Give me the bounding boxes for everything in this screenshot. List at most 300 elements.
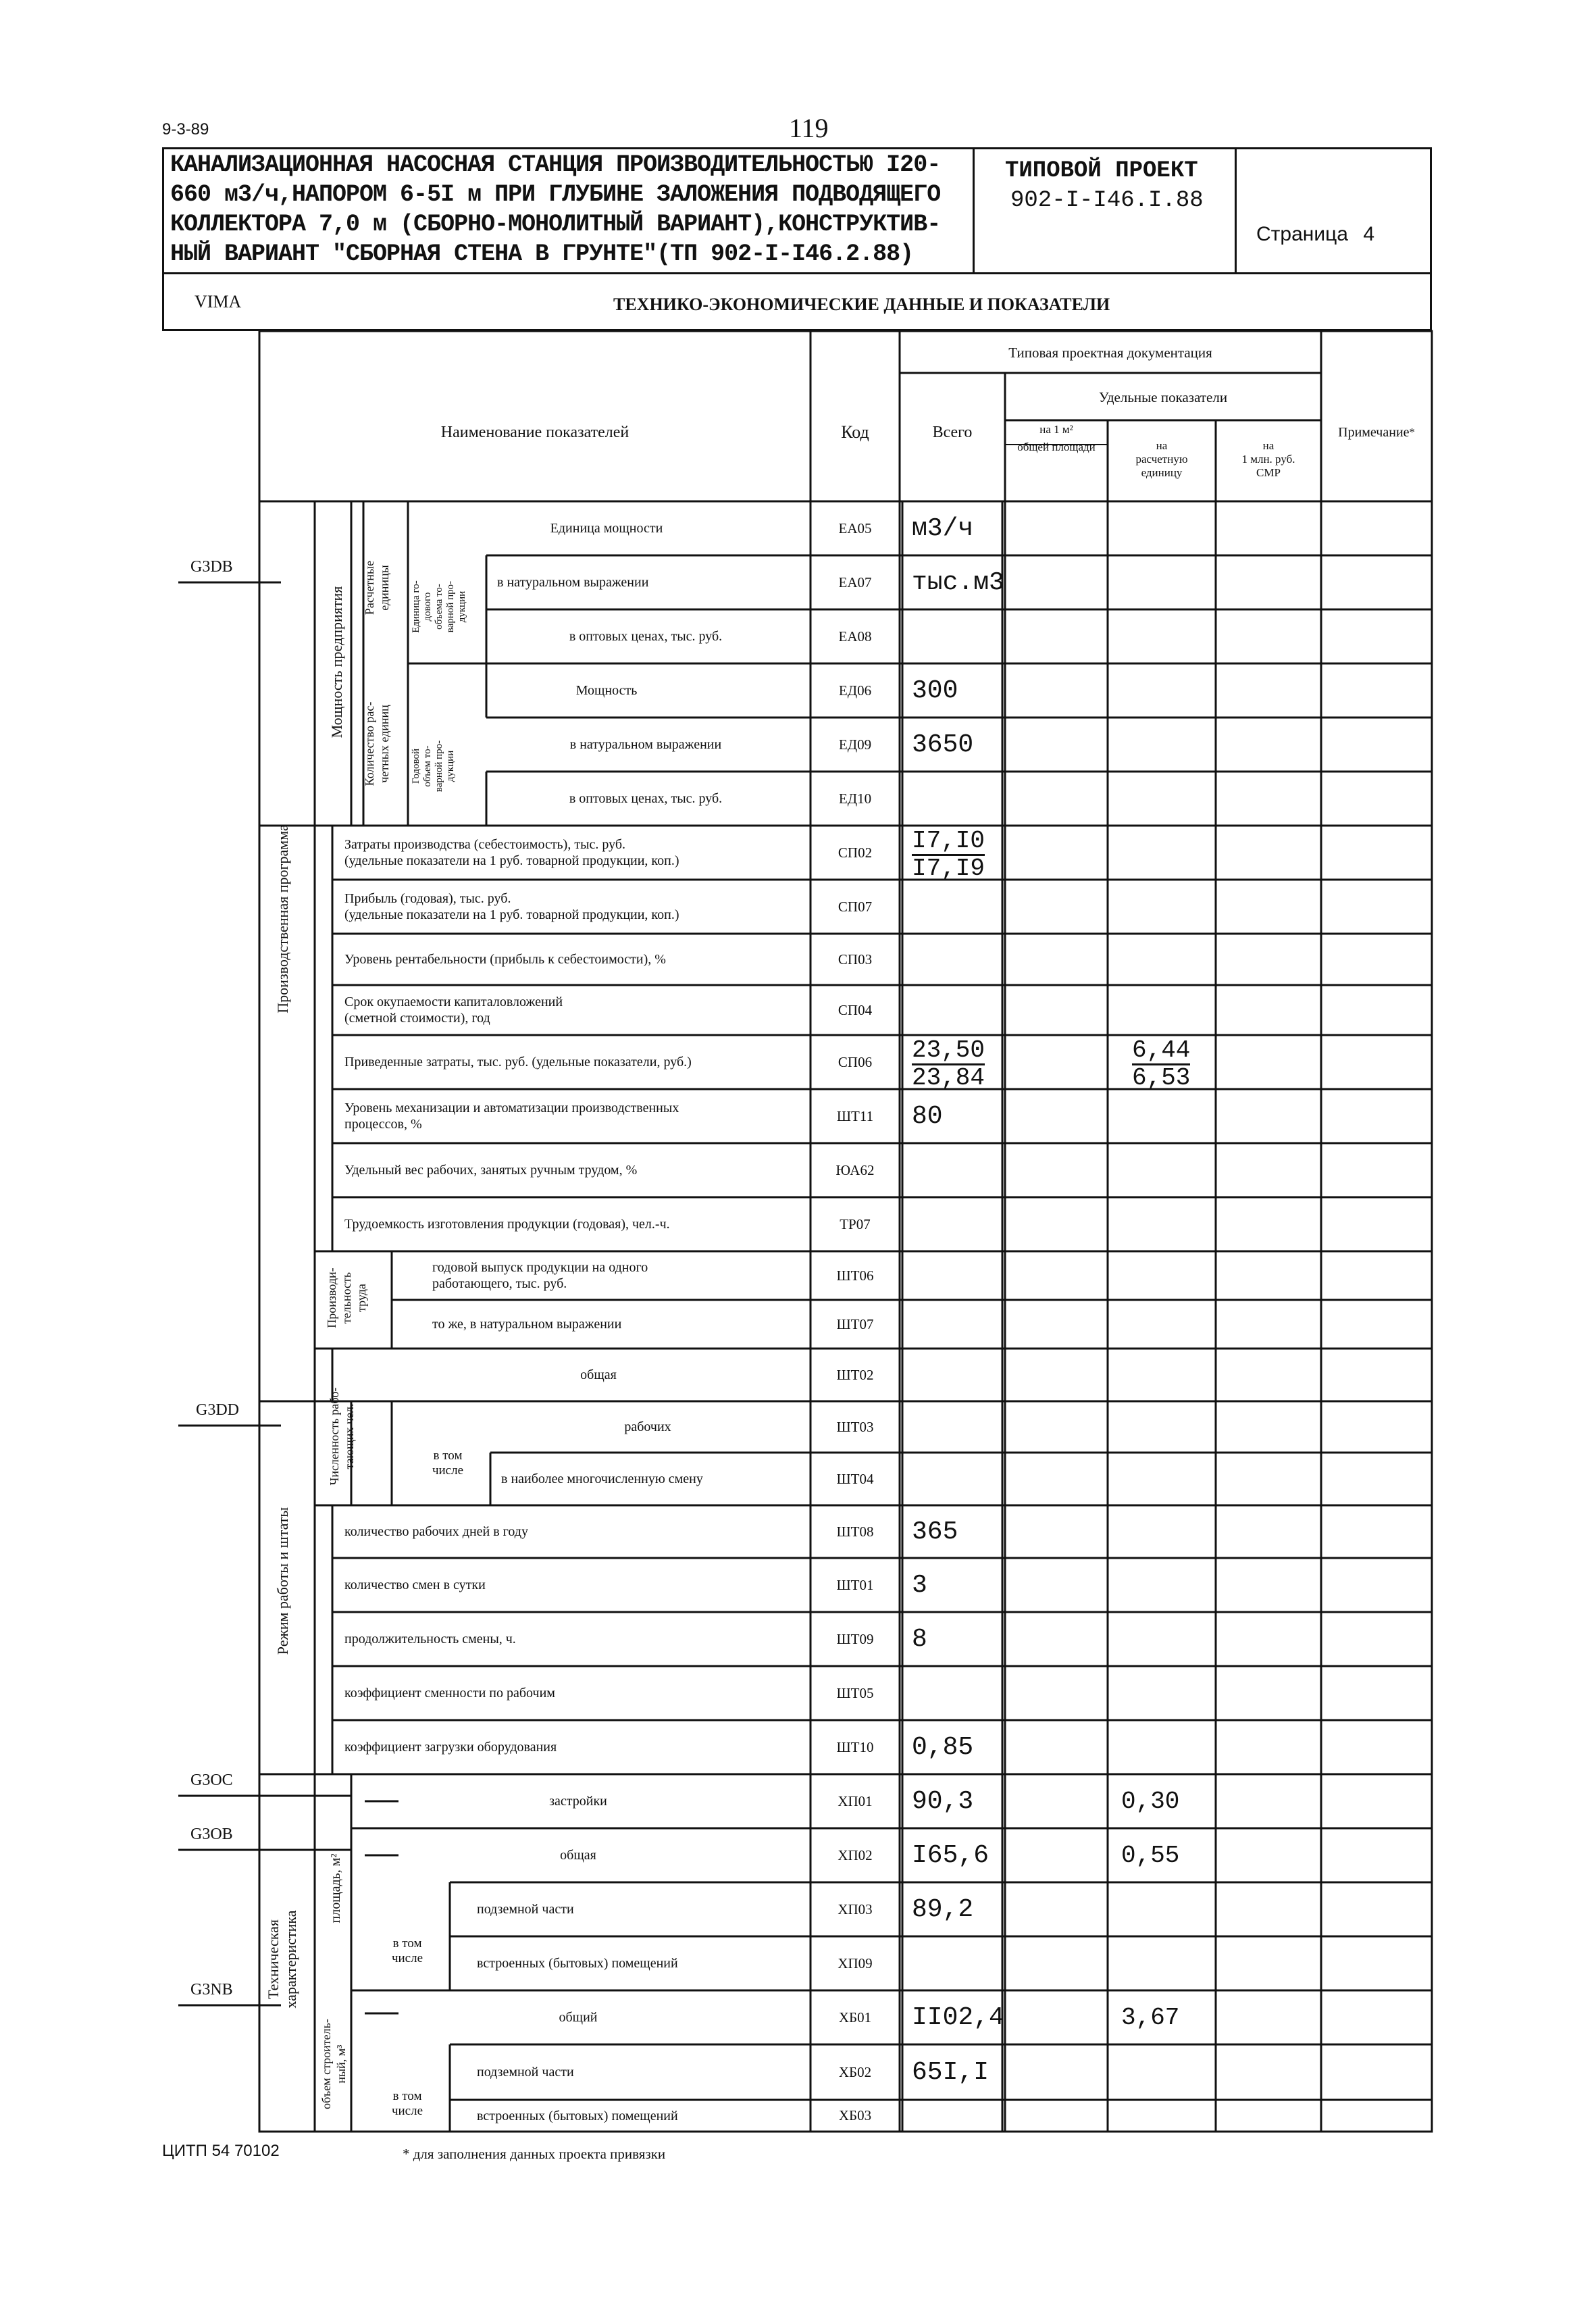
row-name: общая xyxy=(560,1848,596,1863)
row-total: м3/ч xyxy=(912,513,974,543)
row-note xyxy=(1327,1251,1429,1300)
row-per-unit xyxy=(1121,1936,1213,1990)
table-row xyxy=(344,985,805,1035)
row-name: застройки xyxy=(549,1794,607,1809)
row-total xyxy=(912,1401,1001,1453)
row-name: Мощность xyxy=(575,683,638,698)
row-name: встроенных (бытовых) помещений xyxy=(477,1956,678,1971)
page-number: 119 xyxy=(789,113,829,143)
row-per-mln xyxy=(1225,2100,1317,2132)
row-note xyxy=(1327,826,1429,880)
table-row xyxy=(344,826,805,880)
vlabel-wc-1: Численность рабо- xyxy=(328,1387,341,1486)
row-note xyxy=(1327,1401,1429,1453)
row-name: в наиболее многочисленную смену xyxy=(501,1472,703,1486)
sublabel-including-1: в том xyxy=(433,1449,463,1463)
row-note xyxy=(1327,1349,1429,1401)
row-per-m2 xyxy=(1014,880,1104,934)
row-per-mln xyxy=(1225,880,1317,934)
table-row xyxy=(344,1720,805,1774)
col-head-note-mark: * xyxy=(1409,426,1415,438)
row-code: ШТ04 xyxy=(836,1470,874,1487)
row-total-denominator: 23,84 xyxy=(912,1064,985,1092)
vlabel-annual-volume xyxy=(411,719,457,813)
row-code: ЕА08 xyxy=(838,628,872,645)
row-per-mln xyxy=(1225,1197,1317,1251)
row-note xyxy=(1327,1089,1429,1143)
sublabel-including-b-1: в том xyxy=(392,1936,422,1951)
row-per-mln xyxy=(1225,718,1317,772)
row-name-line-2: (удельные показатели на 1 руб. товарной продукции, коп.) xyxy=(344,853,679,868)
vlabel-avu-1: Единица го- xyxy=(411,580,421,633)
row-total-denominator: I7,I9 xyxy=(912,855,985,882)
col-head-per-m2-line-1: на 1 м² xyxy=(1039,423,1073,436)
row-total xyxy=(912,1666,1001,1720)
row-per-unit xyxy=(1121,1143,1213,1197)
row-total xyxy=(912,934,1001,985)
table-row xyxy=(344,1089,805,1143)
row-code: ЕД10 xyxy=(838,790,872,807)
row-note xyxy=(1327,1558,1429,1612)
row-name: Удельный вес рабочих, занятых ручным трудом, % xyxy=(344,1163,638,1178)
row-per-m2 xyxy=(1014,1828,1104,1882)
row-total xyxy=(912,1349,1001,1401)
table-row xyxy=(344,1035,805,1089)
vlabel-labor-productivity xyxy=(324,1247,369,1349)
row-code: ШТ11 xyxy=(836,1107,874,1124)
row-total-numerator: I7,I0 xyxy=(912,827,985,855)
row-total: 65I,I xyxy=(912,2057,989,2087)
row-per-unit xyxy=(1121,880,1213,934)
row-total: 3 xyxy=(912,1570,927,1600)
row-total xyxy=(912,1936,1001,1990)
row-note xyxy=(1327,2100,1429,2132)
row-total xyxy=(912,1197,1001,1251)
col-head-per-unit-line-3: единицу xyxy=(1141,466,1183,479)
row-code: СП04 xyxy=(838,1001,873,1018)
row-per-m2 xyxy=(1014,1558,1104,1612)
row-per-m2 xyxy=(1014,2044,1104,2100)
vlabel-annual-volume-unit xyxy=(411,553,468,661)
row-name: продолжительность смены, ч. xyxy=(344,1632,516,1646)
row-per-mln xyxy=(1225,1720,1317,1774)
row-name: Срок окупаемости капиталовложений xyxy=(344,995,563,1009)
row-per-mln xyxy=(1225,1453,1317,1505)
sublabel-including-c-2: числе xyxy=(391,2104,423,2118)
page-value: 4 xyxy=(1363,223,1374,245)
row-total xyxy=(912,880,1001,934)
row-name: количество смен в сутки xyxy=(344,1578,486,1592)
row-name: количество рабочих дней в году xyxy=(344,1524,528,1539)
table-row xyxy=(477,2044,805,2100)
row-per-unit xyxy=(1121,1197,1213,1251)
row-per-unit xyxy=(1121,609,1213,663)
row-note xyxy=(1327,2044,1429,2100)
vlabel-av-1: Годовой xyxy=(411,748,421,784)
sublabel-including-b-2: числе xyxy=(391,1951,423,1965)
row-name: рабочих xyxy=(624,1419,671,1434)
row-per-mln xyxy=(1225,501,1317,555)
col-head-per-m2-line-2: общей площади xyxy=(1017,441,1096,453)
sublabel-including-volume xyxy=(365,2089,450,2119)
row-name: коэффициент загрузки оборудования xyxy=(344,1740,557,1755)
row-per-mln xyxy=(1225,985,1317,1035)
table-row xyxy=(351,1990,805,2044)
vlabel-lp-1: Производи- xyxy=(325,1267,338,1328)
row-total: тыс.м3 xyxy=(912,568,1004,597)
row-name-line-2: работающего, тыс. руб. xyxy=(432,1276,567,1291)
table-row xyxy=(344,934,805,985)
row-name: общая xyxy=(580,1367,617,1382)
row-note xyxy=(1327,1143,1429,1197)
side-code-g3ob: G3OB xyxy=(190,1826,233,1843)
row-per-m2 xyxy=(1014,2100,1104,2132)
row-code: ЕД06 xyxy=(838,682,872,699)
row-total xyxy=(912,1251,1001,1300)
row-total-fraction xyxy=(912,828,1001,882)
table-row xyxy=(408,501,805,555)
row-per-m2 xyxy=(1014,1882,1104,1936)
row-note xyxy=(1327,1612,1429,1666)
project-label: ТИПОВОЙ ПРОЕКТ xyxy=(1005,158,1198,184)
row-name: Прибыль (годовая), тыс. руб. xyxy=(344,891,511,906)
project-title-line-1: КАНАЛИЗАЦИОННАЯ НАСОСНАЯ СТАНЦИЯ ПРОИЗВОДИТЕЛЬНОСТЬЮ I20- xyxy=(170,151,941,178)
project-title-line-4: НЫЙ ВАРИАНТ "СБОРНАЯ СТЕНА В ГРУНТЕ"(ТП 902-I-I46.2.88) xyxy=(170,241,914,268)
table-row xyxy=(344,1505,805,1558)
vlabel-calc-units-1: Расчетные xyxy=(363,560,376,615)
row-total-fraction xyxy=(912,1038,1001,1091)
row-per-mln xyxy=(1225,1612,1317,1666)
project-title-line-2: 660 м3/ч,НАПОРОМ 6-5I м ПРИ ГЛУБИНЕ ЗАЛОЖЕНИЯ ПОДВОДЯЩЕГО xyxy=(170,181,941,208)
page-label-text: Страница xyxy=(1256,223,1348,245)
row-per-mln xyxy=(1225,1936,1317,1990)
vlabel-av-2: объем то- xyxy=(422,745,433,787)
row-total xyxy=(912,1453,1001,1505)
sublabel-including-2: числе xyxy=(432,1463,464,1478)
col-head-per-mln-line-2: 1 млн. руб. xyxy=(1241,453,1295,466)
row-code: ХБ01 xyxy=(838,2009,872,2026)
row-per-m2 xyxy=(1014,1936,1104,1990)
row-note xyxy=(1327,501,1429,555)
col-head-group: Типовая проектная документация xyxy=(1008,344,1212,361)
row-note xyxy=(1327,1828,1429,1882)
sublabel-including-workers xyxy=(405,1449,490,1478)
row-code: ЕА05 xyxy=(838,520,872,536)
row-code: СП07 xyxy=(838,898,873,915)
row-code: СП06 xyxy=(838,1053,873,1070)
row-per-unit xyxy=(1121,934,1213,985)
row-per-unit xyxy=(1121,1453,1213,1505)
row-per-unit xyxy=(1121,1882,1213,1936)
row-total: 365 xyxy=(912,1517,958,1546)
row-note xyxy=(1327,718,1429,772)
table-row xyxy=(344,1143,805,1197)
row-name-line-2: процессов, % xyxy=(344,1117,422,1132)
row-per-unit xyxy=(1121,1401,1213,1453)
side-code-g3nb: G3NB xyxy=(190,1981,233,1998)
row-name: в натуральном выражении xyxy=(497,575,649,590)
row-total: 90,3 xyxy=(912,1786,974,1816)
col-head-per-mln-line-3: СМР xyxy=(1256,466,1281,479)
row-name: то же, в натуральном выражении xyxy=(432,1317,622,1332)
row-per-mln xyxy=(1225,1990,1317,2044)
row-total xyxy=(912,2100,1001,2132)
vlabel-av-3: варной про- xyxy=(434,740,444,793)
row-name: общий xyxy=(559,2010,598,2025)
row-per-m2 xyxy=(1014,1300,1104,1349)
vlabel-tech xyxy=(265,1817,300,2101)
row-per-unit xyxy=(1121,1251,1213,1300)
col-head-note xyxy=(1321,405,1432,459)
vlabel-calc-units-2: единицы xyxy=(378,565,391,611)
row-note xyxy=(1327,1666,1429,1720)
row-note xyxy=(1327,609,1429,663)
col-head-per-unit-line-1: на xyxy=(1156,439,1168,452)
row-code: ШТ05 xyxy=(836,1684,874,1701)
row-per-unit xyxy=(1121,555,1213,609)
row-code: ХБ03 xyxy=(838,2107,872,2123)
row-name: Затраты производства (себестоимость), тыс. руб. xyxy=(344,837,626,852)
table-row xyxy=(432,1300,805,1349)
row-name: встроенных (бытовых) помещений xyxy=(477,2108,678,2123)
table-row xyxy=(497,555,805,609)
vlabel-area: площадь, м² xyxy=(328,1853,343,1923)
vlabel-tech-1: Техническая xyxy=(265,1919,282,2000)
row-per-m2 xyxy=(1014,1143,1104,1197)
row-per-m2 xyxy=(1014,1349,1104,1401)
table-row xyxy=(344,1558,805,1612)
row-per-m2 xyxy=(1014,1251,1104,1300)
row-per-unit xyxy=(1121,2100,1213,2132)
row-name: подземной части xyxy=(477,1902,574,1917)
vlabel-calc-count xyxy=(362,673,392,815)
row-per-m2 xyxy=(1014,1453,1104,1505)
row-note xyxy=(1327,1453,1429,1505)
row-total: II02,4 xyxy=(912,2003,1004,2032)
row-total xyxy=(912,1300,1001,1349)
table-row xyxy=(344,1612,805,1666)
col-head-per-unit-line-2: расчетную xyxy=(1135,453,1188,466)
row-note xyxy=(1327,663,1429,718)
col-head-name: Наименование показателей xyxy=(440,423,629,441)
row-per-m2 xyxy=(1014,609,1104,663)
row-code: ХП03 xyxy=(838,1901,873,1917)
row-code: ХП09 xyxy=(838,1955,873,1971)
row-name-line-2: (удельные показатели на 1 руб. товарной продукции, коп.) xyxy=(344,907,679,922)
section-title: ТЕХНИКО-ЭКОНОМИЧЕСКИЕ ДАННЫЕ И ПОКАЗАТЕЛИ xyxy=(613,295,1110,314)
row-per-unit xyxy=(1121,1300,1213,1349)
row-per-m2 xyxy=(1014,826,1104,880)
row-code: ХП01 xyxy=(838,1792,873,1809)
row-note xyxy=(1327,1197,1429,1251)
row-per-m2 xyxy=(1014,1505,1104,1558)
row-total xyxy=(912,1143,1001,1197)
row-code: ШТ03 xyxy=(836,1418,874,1435)
row-code: ШТ10 xyxy=(836,1738,874,1755)
row-note xyxy=(1327,772,1429,826)
row-per-mln xyxy=(1225,826,1317,880)
row-per-unit xyxy=(1121,1612,1213,1666)
row-note xyxy=(1327,1720,1429,1774)
row-per-unit xyxy=(1121,663,1213,718)
row-code: СП02 xyxy=(838,844,873,861)
table-row xyxy=(477,1882,805,1936)
row-per-mln xyxy=(1225,772,1317,826)
table-row xyxy=(477,1936,805,1990)
row-per-unit xyxy=(1121,718,1213,772)
row-code: ХБ02 xyxy=(838,2063,872,2080)
row-per-mln xyxy=(1225,663,1317,718)
col-head-per-mln-line-1: на xyxy=(1262,439,1275,452)
row-per-m2 xyxy=(1014,1197,1104,1251)
row-per-mln xyxy=(1225,1882,1317,1936)
side-code-g3dd: G3DD xyxy=(196,1401,239,1419)
col-head-per-mln xyxy=(1216,439,1321,480)
vlabel-avu-5: дукции xyxy=(457,590,467,623)
row-code: ШТ06 xyxy=(836,1267,874,1284)
row-code: ШТ09 xyxy=(836,1630,874,1647)
row-name: Приведенные затраты, тыс. руб. (удельные показатели, руб.) xyxy=(344,1055,692,1070)
vlabel-avu-2: дового xyxy=(422,592,433,622)
row-per-mln xyxy=(1225,1349,1317,1401)
vlabel-lp-2: тельность xyxy=(340,1272,353,1324)
table-row xyxy=(344,1666,805,1720)
footer-stamp: ЦИТП 54 70102 xyxy=(162,2142,280,2160)
table-row xyxy=(432,1251,805,1300)
row-per-mln xyxy=(1225,1774,1317,1828)
row-per-unit-numerator: 6,44 xyxy=(1132,1036,1191,1064)
row-name: в натуральном выражении xyxy=(569,737,722,752)
row-per-m2 xyxy=(1014,1720,1104,1774)
row-note xyxy=(1327,555,1429,609)
table-row xyxy=(486,772,805,826)
vlabel-tech-2: характеристика xyxy=(282,1910,299,2009)
row-per-unit xyxy=(1121,1558,1213,1612)
col-head-note-text: Примечание xyxy=(1338,424,1410,440)
vlabel-work-mode: Режим работы и штаты xyxy=(274,1507,291,1655)
row-note xyxy=(1327,1882,1429,1936)
row-code: ШТ07 xyxy=(836,1315,874,1332)
section-code: VIMA xyxy=(195,292,242,311)
row-per-unit xyxy=(1121,1089,1213,1143)
row-per-unit xyxy=(1121,772,1213,826)
row-per-mln xyxy=(1225,1143,1317,1197)
row-per-mln xyxy=(1225,555,1317,609)
table-row xyxy=(486,609,805,663)
row-per-m2 xyxy=(1014,934,1104,985)
vlabel-calc-count-1: Количество рас- xyxy=(363,701,376,786)
row-per-mln xyxy=(1225,1401,1317,1453)
row-code: ШТ08 xyxy=(836,1523,874,1540)
row-name: Уровень рентабельности (прибыль к себестоимости), % xyxy=(344,952,666,967)
vlabel-volume xyxy=(319,2000,349,2128)
row-total-numerator: 23,50 xyxy=(912,1036,985,1064)
row-name: Единица мощности xyxy=(550,521,663,536)
row-per-mln xyxy=(1225,1035,1317,1089)
row-code: ШТ02 xyxy=(836,1366,874,1383)
row-per-unit: 0,30 xyxy=(1121,1787,1180,1815)
vlabel-av-4: дукции xyxy=(445,750,456,782)
row-name-line-2: (сметной стоимости), год xyxy=(344,1011,490,1026)
row-note xyxy=(1327,880,1429,934)
vlabel-calc-count-2: четных единиц xyxy=(378,705,391,783)
row-code: ЕА07 xyxy=(838,574,872,590)
row-per-unit xyxy=(1121,501,1213,555)
col-head-code: Код xyxy=(841,422,869,442)
row-note xyxy=(1327,1300,1429,1349)
project-title-line-3: КОЛЛЕКТОРА 7,0 м (СБОРНО-МОНОЛИТНЫЙ ВАРИАНТ),КОНСТРУКТИВ- xyxy=(170,211,941,238)
row-name: коэффициент сменности по рабочим xyxy=(344,1686,555,1701)
vlabel-vol-2: ный, м³ xyxy=(334,2044,348,2084)
vlabel-wc-2: тающих чел. xyxy=(342,1403,356,1469)
row-per-unit: 0,55 xyxy=(1121,1841,1180,1869)
row-name: подземной части xyxy=(477,2065,574,2080)
row-code: ХП02 xyxy=(838,1846,873,1863)
row-per-mln xyxy=(1225,1558,1317,1612)
row-code: ТР07 xyxy=(840,1215,871,1232)
footer-footnote: * для заполнения данных проекта привязки xyxy=(403,2146,666,2162)
row-per-mln xyxy=(1225,2044,1317,2100)
row-per-unit xyxy=(1121,1666,1213,1720)
table-row xyxy=(351,1774,805,1828)
project-code: 902-I-I46.I.88 xyxy=(1010,188,1204,213)
row-name: в оптовых ценах, тыс. руб. xyxy=(569,791,723,806)
row-per-mln xyxy=(1225,609,1317,663)
row-per-m2 xyxy=(1014,1401,1104,1453)
vlabel-avu-4: варной про- xyxy=(445,580,456,633)
row-note xyxy=(1327,1774,1429,1828)
row-per-m2 xyxy=(1014,501,1104,555)
table-row xyxy=(477,2100,805,2132)
row-per-m2 xyxy=(1014,718,1104,772)
row-per-mln xyxy=(1225,1666,1317,1720)
table-row xyxy=(408,663,805,718)
row-code: ЕД09 xyxy=(838,736,872,753)
row-per-unit xyxy=(1121,1720,1213,1774)
table-row xyxy=(392,1349,805,1401)
row-per-unit-denominator: 6,53 xyxy=(1132,1064,1191,1092)
row-total: 89,2 xyxy=(912,1894,974,1924)
row-per-unit-fraction xyxy=(1132,1038,1213,1091)
vlabel-production-program: Производственная программа xyxy=(274,824,291,1013)
row-per-unit: 3,67 xyxy=(1121,2003,1180,2032)
vlabel-vol-1: объем строитель- xyxy=(319,2019,333,2109)
row-per-mln xyxy=(1225,1505,1317,1558)
side-code-g3oc: G3OC xyxy=(190,1771,233,1789)
row-per-unit xyxy=(1121,985,1213,1035)
vlabel-avu-3: объема то- xyxy=(434,584,444,630)
col-head-specific: Удельные показатели xyxy=(1098,388,1228,405)
row-per-mln xyxy=(1225,1828,1317,1882)
row-total: 80 xyxy=(912,1101,943,1131)
table-row xyxy=(490,1401,805,1453)
row-code: ЮА62 xyxy=(835,1161,875,1178)
row-name: Уровень механизации и автоматизации производственных xyxy=(344,1101,679,1115)
row-per-m2 xyxy=(1014,1089,1104,1143)
row-total: 8 xyxy=(912,1624,927,1654)
row-name: Трудоемкость изготовления продукции (годовая), чел.-ч. xyxy=(344,1217,670,1232)
row-per-m2 xyxy=(1014,1774,1104,1828)
row-per-mln xyxy=(1225,1251,1317,1300)
row-name: в оптовых ценах, тыс. руб. xyxy=(569,629,723,644)
row-total xyxy=(912,609,1001,663)
row-per-m2 xyxy=(1014,985,1104,1035)
row-total: 300 xyxy=(912,676,958,705)
row-per-unit xyxy=(1121,1505,1213,1558)
row-per-unit xyxy=(1121,2044,1213,2100)
row-note xyxy=(1327,1035,1429,1089)
table-row xyxy=(501,1453,805,1505)
